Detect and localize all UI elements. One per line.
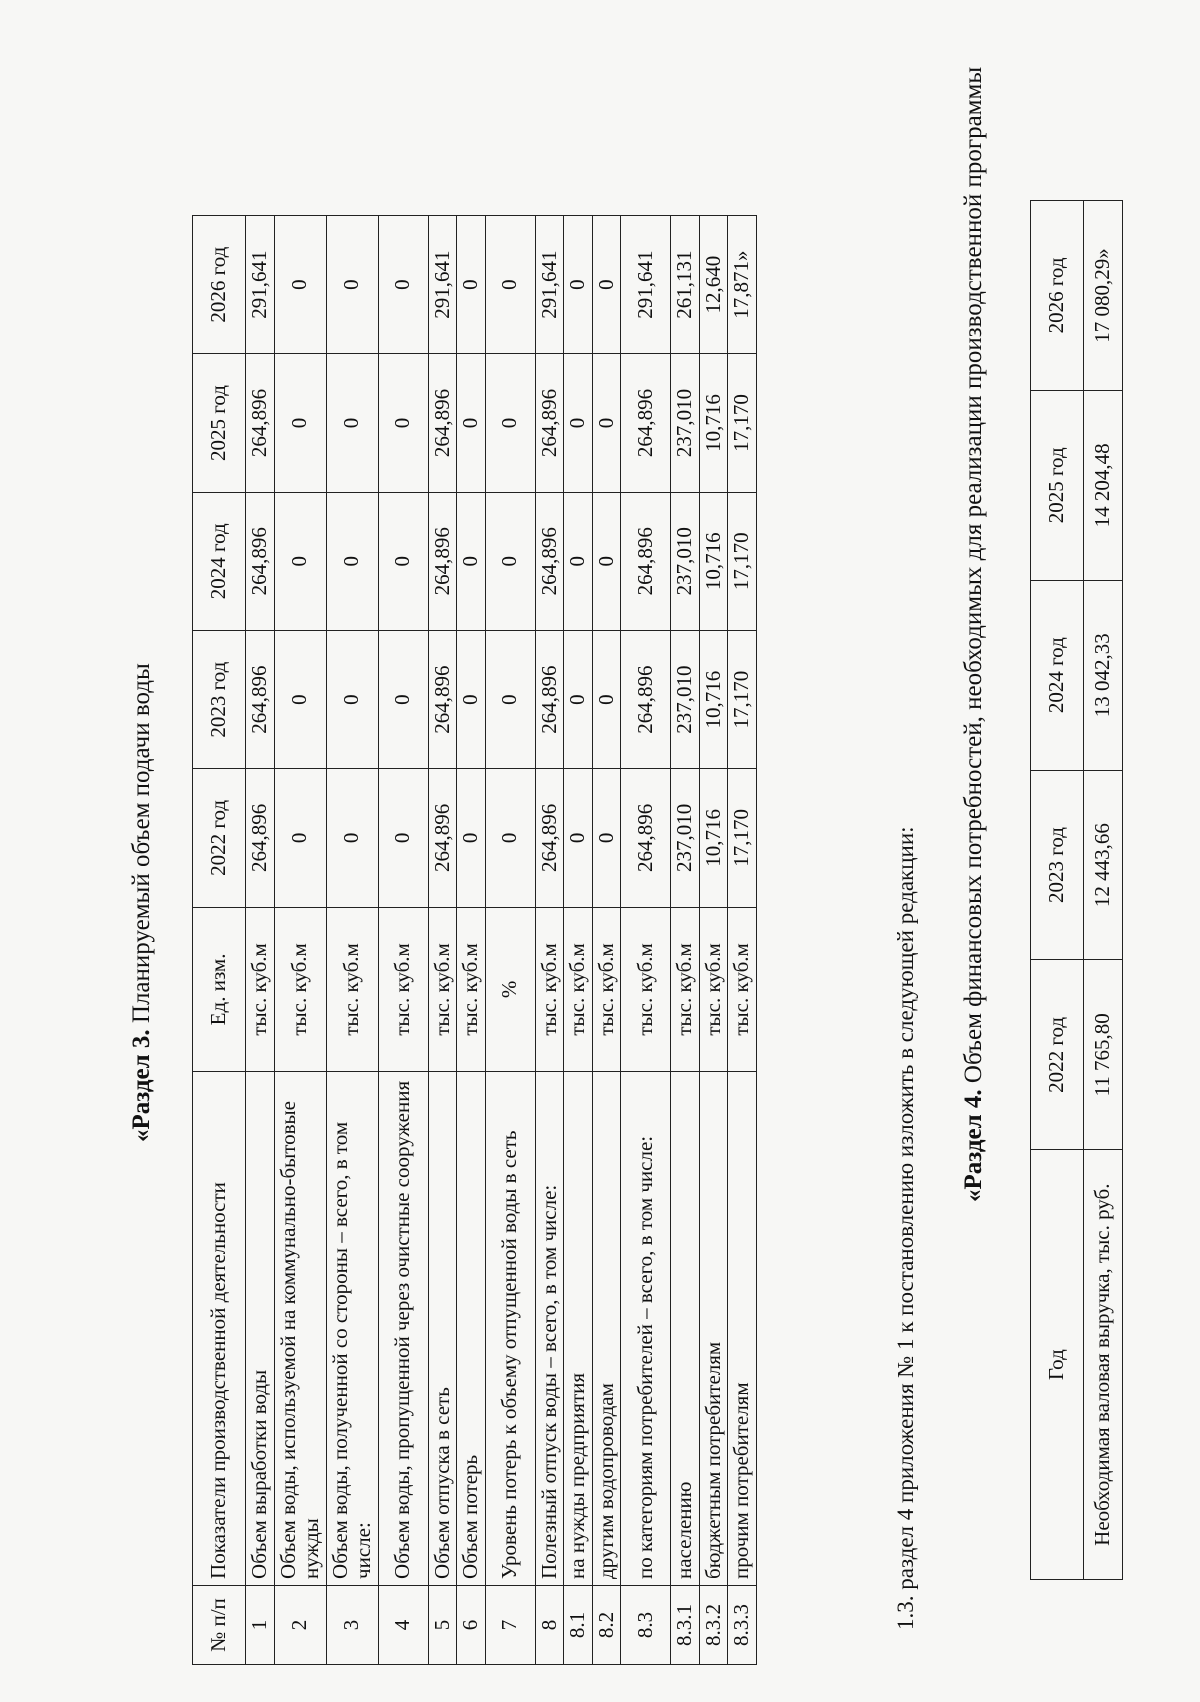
value-cell: 14 204,48 [1084, 390, 1123, 580]
value-cell: 264,896 [535, 630, 564, 768]
table-body [246, 216, 757, 1665]
table-row [1084, 201, 1123, 1580]
table-row [428, 216, 457, 1665]
value-cell: 264,896 [428, 769, 457, 907]
value-cell: 0 [564, 630, 593, 768]
table-row [592, 216, 621, 1665]
value-cell: 291,641 [428, 216, 457, 354]
header-cell: Ед. изм. [193, 907, 246, 1072]
row-unit: тыс. куб.м [378, 907, 428, 1072]
header-cell: 2025 год [1031, 390, 1084, 580]
value-cell: 10,716 [699, 354, 728, 492]
value-cell: 237,010 [671, 354, 700, 492]
value-cell: 10,716 [699, 630, 728, 768]
row-number: 2 [274, 1585, 326, 1664]
row-number: 6 [457, 1585, 486, 1664]
table-row [485, 216, 535, 1665]
row-unit: тыс. куб.м [428, 907, 457, 1072]
row-name: прочим потребителям [728, 1072, 757, 1586]
value-cell: 0 [274, 630, 326, 768]
header-cell: 2022 год [1031, 960, 1084, 1150]
value-cell: 0 [457, 630, 486, 768]
row-unit: тыс. куб.м [457, 907, 486, 1072]
value-cell: 0 [564, 492, 593, 630]
header-cell: 2023 год [1031, 770, 1084, 960]
value-cell: 17,170 [728, 630, 757, 768]
table-row [699, 216, 728, 1665]
row-unit: тыс. куб.м [274, 907, 326, 1072]
row-number: 1 [246, 1585, 275, 1664]
value-cell: 0 [378, 630, 428, 768]
value-cell: 237,010 [671, 769, 700, 907]
value-cell: 0 [457, 492, 486, 630]
row-number: 8 [535, 1585, 564, 1664]
section-4-title: «Раздел 4. Объем финансовых потребностей, необходимых для реализации производственной программы [960, 66, 987, 1202]
value-cell: 10,716 [699, 492, 728, 630]
value-cell: 0 [274, 492, 326, 630]
value-cell: 0 [326, 354, 378, 492]
row-name: Объем потерь [457, 1072, 486, 1586]
row-name: Объем воды, используемой на коммунально-бытовые нужды [274, 1072, 326, 1586]
table-header-row [193, 216, 246, 1665]
value-cell: 0 [592, 630, 621, 768]
table-row [728, 216, 757, 1665]
table-row [326, 216, 378, 1665]
value-cell: 17,871» [728, 216, 757, 354]
value-cell: 291,641 [246, 216, 275, 354]
value-cell: 17,170 [728, 354, 757, 492]
row-name: населению [671, 1072, 700, 1586]
value-cell: 17 080,29» [1084, 201, 1123, 391]
row-name: бюджетным потребителям [699, 1072, 728, 1586]
row-number: 5 [428, 1585, 457, 1664]
row-number: 8.3.2 [699, 1585, 728, 1664]
section-3-table [192, 215, 757, 1665]
row-unit: тыс. куб.м [246, 907, 275, 1072]
value-cell: 264,896 [621, 354, 671, 492]
section-4-table [1030, 200, 1123, 1580]
value-cell: 264,896 [428, 492, 457, 630]
value-cell: 0 [485, 630, 535, 768]
table-row [535, 216, 564, 1665]
value-cell: 264,896 [535, 492, 564, 630]
header-cell: 2023 год [193, 630, 246, 768]
row-unit: тыс. куб.м [535, 907, 564, 1072]
value-cell: 264,896 [535, 354, 564, 492]
value-cell: 0 [457, 769, 486, 907]
row-name: Объем выработки воды [246, 1072, 275, 1586]
value-cell: 0 [485, 354, 535, 492]
table-row [378, 216, 428, 1665]
value-cell: 237,010 [671, 630, 700, 768]
section-3-title: «Раздел 3. Планируемый объем подачи воды [128, 663, 155, 1142]
value-cell: 291,641 [535, 216, 564, 354]
row-name: Уровень потерь к объему отпущенной воды в сеть [485, 1072, 535, 1586]
row-unit: тыс. куб.м [699, 907, 728, 1072]
row-number: 4 [378, 1585, 428, 1664]
row-unit: % [485, 907, 535, 1072]
value-cell: 10,716 [699, 769, 728, 907]
table-row [564, 216, 593, 1665]
value-cell: 0 [326, 492, 378, 630]
row-number: 8.2 [592, 1585, 621, 1664]
value-cell: 0 [564, 769, 593, 907]
row-unit: тыс. куб.м [592, 907, 621, 1072]
value-cell: 12 443,66 [1084, 770, 1123, 960]
row-unit: тыс. куб.м [564, 907, 593, 1072]
value-cell: 17,170 [728, 769, 757, 907]
value-cell: 0 [326, 216, 378, 354]
row-unit: тыс. куб.м [671, 907, 700, 1072]
row-name: Объем воды, полученной со стороны – всего, в том числе: [326, 1072, 378, 1586]
value-cell: 264,896 [621, 630, 671, 768]
value-cell: 264,896 [535, 769, 564, 907]
table-header-row [1031, 201, 1084, 1580]
table-row [671, 216, 700, 1665]
value-cell: 0 [326, 769, 378, 907]
header-cell: 2026 год [1031, 201, 1084, 391]
value-cell: 264,896 [428, 354, 457, 492]
header-cell: 2024 год [193, 492, 246, 630]
row-name: по категориям потребителей – всего, в том числе: [621, 1072, 671, 1586]
row-label: Необходимая валовая выручка, тыс. руб. [1084, 1150, 1123, 1580]
value-cell: 0 [378, 216, 428, 354]
row-name: Объем воды, пропущенной через очистные сооружения [378, 1072, 428, 1586]
header-cell: 2025 год [193, 354, 246, 492]
table-row [246, 216, 275, 1665]
row-unit: тыс. куб.м [728, 907, 757, 1072]
table-row [457, 216, 486, 1665]
row-name: Полезный отпуск воды – всего, в том числе: [535, 1072, 564, 1586]
value-cell: 0 [485, 492, 535, 630]
row-number: 8.3.3 [728, 1585, 757, 1664]
value-cell: 264,896 [428, 630, 457, 768]
value-cell: 0 [485, 769, 535, 907]
value-cell: 0 [378, 492, 428, 630]
value-cell: 0 [564, 354, 593, 492]
value-cell: 264,896 [246, 769, 275, 907]
header-cell: 2024 год [1031, 580, 1084, 770]
row-number: 3 [326, 1585, 378, 1664]
value-cell: 0 [592, 769, 621, 907]
value-cell: 0 [564, 216, 593, 354]
row-number: 8.1 [564, 1585, 593, 1664]
table-row [621, 216, 671, 1665]
value-cell: 264,896 [621, 492, 671, 630]
value-cell: 291,641 [621, 216, 671, 354]
row-unit: тыс. куб.м [621, 907, 671, 1072]
value-cell: 0 [274, 769, 326, 907]
value-cell: 0 [592, 492, 621, 630]
value-cell: 0 [326, 630, 378, 768]
value-cell: 17,170 [728, 492, 757, 630]
value-cell: 0 [592, 354, 621, 492]
value-cell: 264,896 [246, 630, 275, 768]
row-name: на нужды предприятия [564, 1072, 593, 1586]
row-name: другим водопроводам [592, 1072, 621, 1586]
value-cell: 0 [378, 769, 428, 907]
header-cell: № п/п [193, 1585, 246, 1664]
header-cell: Показатели производственной деятельности [193, 1072, 246, 1586]
row-number: 8.3 [621, 1585, 671, 1664]
value-cell: 0 [485, 216, 535, 354]
row-name: Объем отпуска в сеть [428, 1072, 457, 1586]
value-cell: 0 [457, 354, 486, 492]
row-number: 7 [485, 1585, 535, 1664]
value-cell: 264,896 [246, 492, 275, 630]
row-number: 8.3.1 [671, 1585, 700, 1664]
value-cell: 0 [274, 216, 326, 354]
value-cell: 264,896 [621, 769, 671, 907]
table-row [274, 216, 326, 1665]
header-cell: 2026 год [193, 216, 246, 354]
value-cell: 0 [457, 216, 486, 354]
value-cell: 12,640 [699, 216, 728, 354]
value-cell: 0 [378, 354, 428, 492]
value-cell: 261,131 [671, 216, 700, 354]
value-cell: 11 765,80 [1084, 960, 1123, 1150]
header-cell: Год [1031, 1150, 1084, 1580]
value-cell: 264,896 [246, 354, 275, 492]
value-cell: 13 042,33 [1084, 580, 1123, 770]
value-cell: 0 [274, 354, 326, 492]
paragraph-1-3: 1.3. раздел 4 приложения № 1 к постановлению изложить в следующей редакции: [893, 826, 918, 1630]
row-unit: тыс. куб.м [326, 907, 378, 1072]
header-cell: 2022 год [193, 769, 246, 907]
value-cell: 0 [592, 216, 621, 354]
value-cell: 237,010 [671, 492, 700, 630]
